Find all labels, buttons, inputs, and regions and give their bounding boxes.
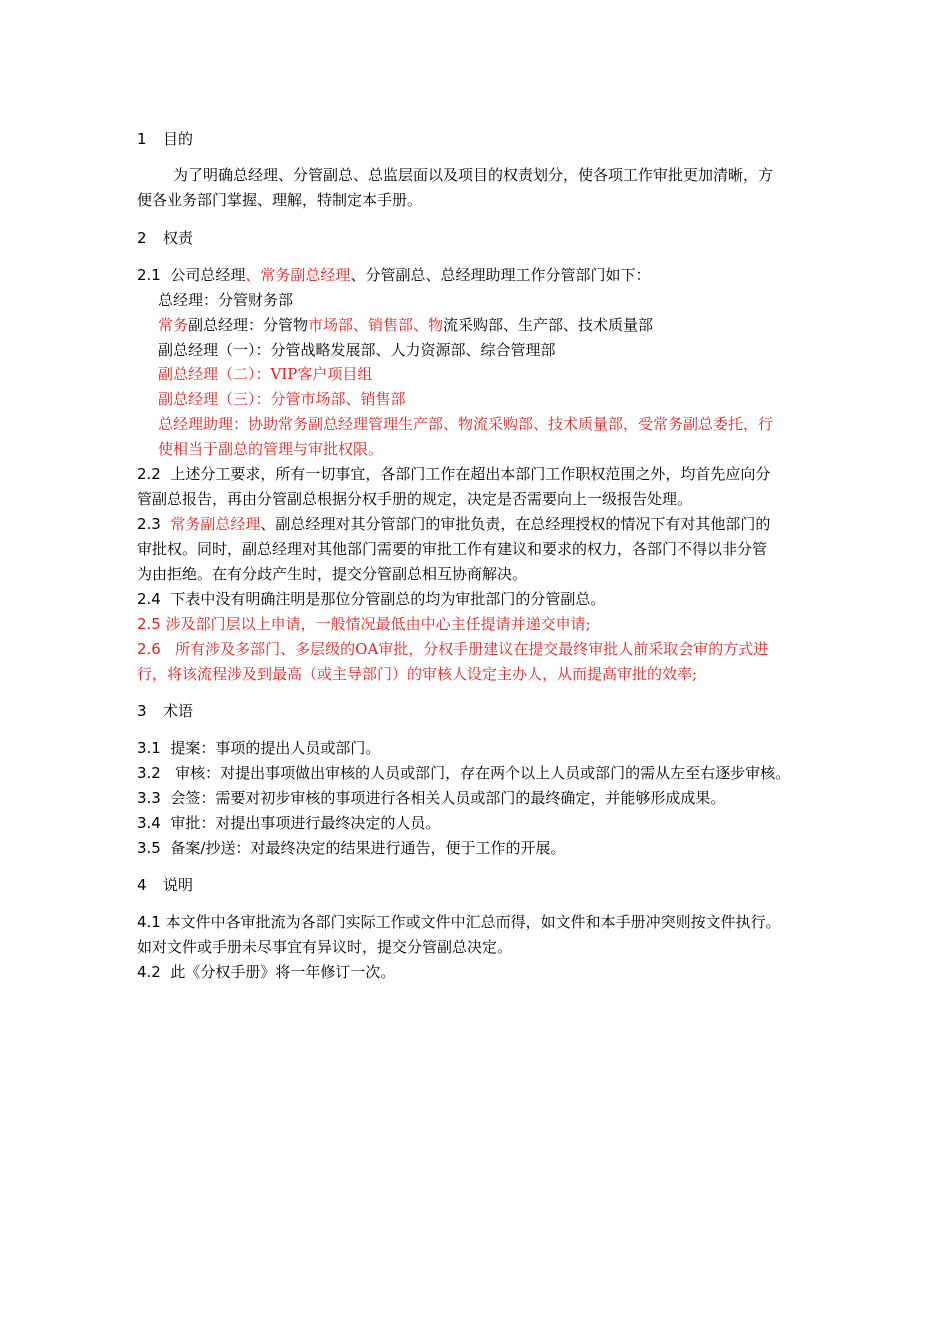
vp2-duty: 副总经理（二）：VIP客户项目组 [158,365,373,383]
para-4-1-line-1: 4.1 本文件中各审批流为各部门实际工作或文件中汇总而得，如文件和本手册冲突则按文件执行。 [137,913,781,931]
section-3-heading: 3 术语 [137,702,194,720]
assistant-duty-line-1: 总经理助理：协助常务副总经理管理生产部、物流采购部、技术质量部，受常务副总委托，行 [158,415,774,433]
para-2-1: 2.1 公司总经理、常务副总经理、分管副总、总经理助理工作分管部门如下： [137,266,651,284]
assistant-duty-line-2: 使相当于副总的管理与审批权限。 [158,440,384,458]
section-2-heading: 2 权责 [137,229,194,247]
term-3-1: 3.1 提案：事项的提出人员或部门。 [137,739,381,757]
para-2-2-line-1: 2.2 上述分工要求，所有一切事宜，各部门工作在超出本部门工作职权范围之外，均首先应向分 [137,465,771,483]
para-2-6-line-1: 2.6 所有涉及多部门、多层级的OA审批，分权手册建议在提交最终审批人前采取会审的方式进 [137,640,769,658]
section-4-heading: 4 说明 [137,876,194,894]
term-3-3: 3.3 会签：需要对初步审核的事项进行各相关人员或部门的最终确定，并能够形成成果。 [137,789,726,807]
purpose-line-1: 为了明确总经理、分管副总、总监层面以及项目的权责划分，使各项工作审批更加清晰，方 [173,166,774,184]
para-2-4: 2.4 下表中没有明确注明是那位分管副总的均为审批部门的分管副总。 [137,590,606,608]
term-3-2: 3.2 审核：对提出事项做出审核的人员或部门，存在两个以上人员或部门的需从左至右逐步审核。 [137,764,791,782]
para-2-3-line-2: 审批权。同时，副总经理对其他部门需要的审批工作有建议和要求的权力，各部门不得以非分管 [137,540,768,558]
para-4-1-line-2: 如对文件或手册未尽事宜有异议时，提交分管副总决定。 [137,938,513,956]
purpose-line-2: 便各业务部门掌握、理解，特制定本手册。 [137,191,423,209]
para-2-6-line-2: 行，将该流程涉及到最高（或主导部门）的审核人设定主办人，从而提高审批的效率; [137,665,698,683]
term-3-4: 3.4 审批：对提出事项进行最终决定的人员。 [137,814,441,832]
evp-duty: 常务副总经理：分管物市场部、销售部、物流采购部、生产部、技术质量部 [158,316,654,334]
gm-duty: 总经理：分管财务部 [158,291,294,309]
section-1-heading: 1 目的 [137,130,194,148]
para-4-2: 4.2 此《分权手册》将一年修订一次。 [137,963,396,981]
para-2-5: 2.5 涉及部门层以上申请，一般情况最低由中心主任提请并递交申请; [137,615,591,633]
para-2-2-line-2: 管副总报告，再由分管副总根据分权手册的规定，决定是否需要向上一级报告处理。 [137,490,693,508]
para-2-3-line-1: 2.3 常务副总经理、副总经理对其分管部门的审批负责，在总经理授权的情况下有对其他部门的 [137,515,771,533]
para-2-3-line-3: 为由拒绝。在有分歧产生时，提交分管副总相互协商解决。 [137,565,528,583]
term-3-5: 3.5 备案/抄送：对最终决定的结果进行通告，便于工作的开展。 [137,839,566,857]
vp3-duty: 副总经理（三）：分管市场部、销售部 [158,390,406,408]
vp1-duty: 副总经理（一）：分管战略发展部、人力资源部、综合管理部 [158,341,556,359]
